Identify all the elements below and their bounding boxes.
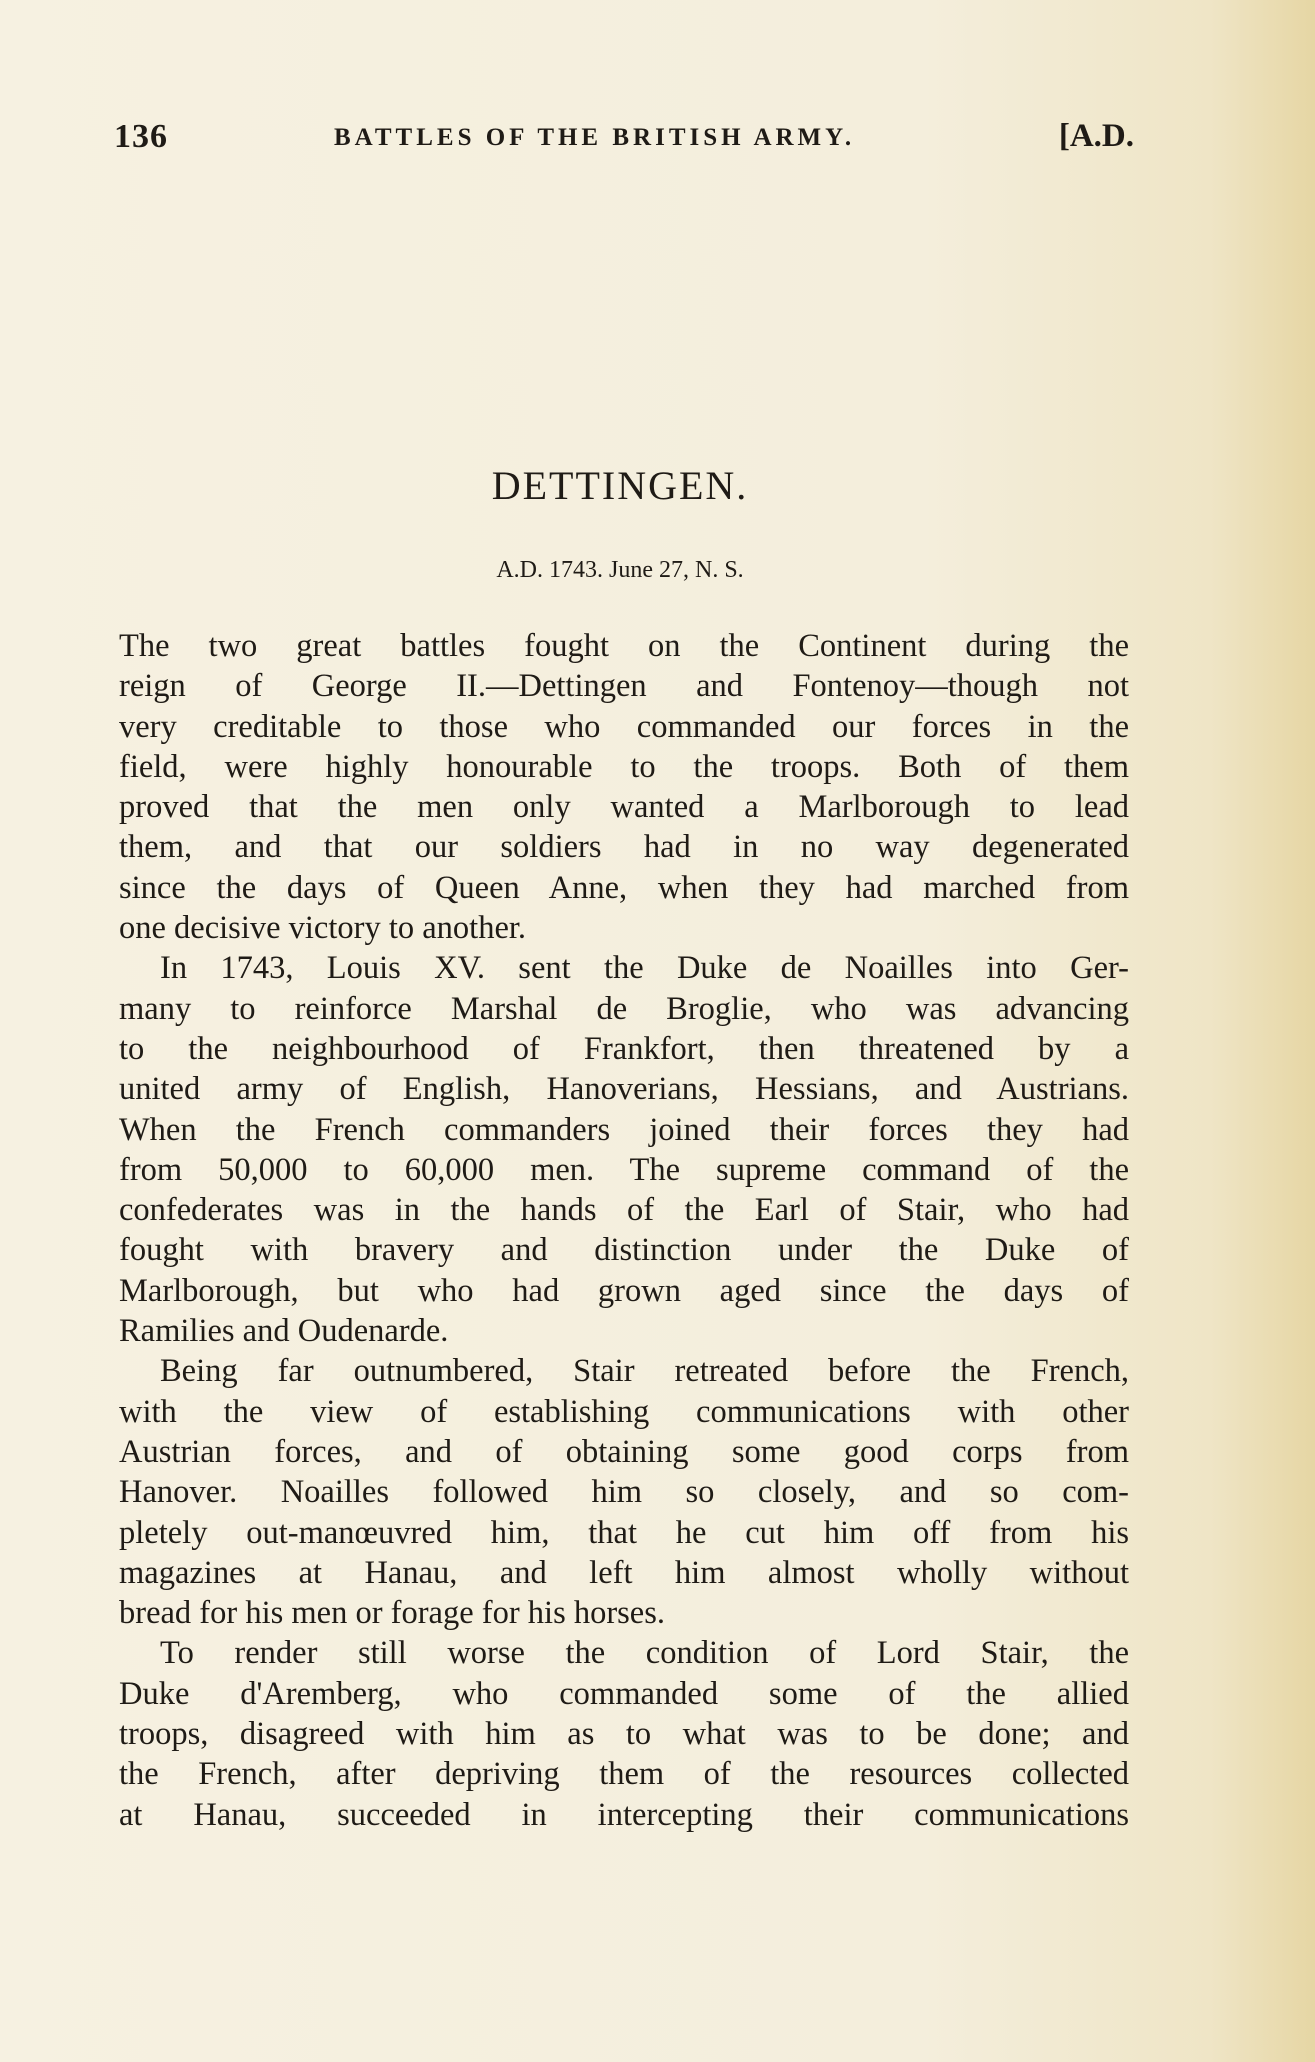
text-line: at Hanau, succeeded in intercepting their communications: [119, 1796, 1129, 1833]
body-text: [119, 626, 1129, 1835]
text-line: united army of English, Hanoverians, Hessians, and Austrians.: [119, 1071, 1129, 1108]
text-line: proved that the men only wanted a Marlborough to lead: [119, 789, 1129, 826]
text-line: confederates was in the hands of the Earl of Stair, who had: [119, 1192, 1129, 1229]
text-line: fought with bravery and distinction under the Duke of: [119, 1232, 1129, 1269]
text-line: from 50,000 to 60,000 men. The supreme command of the: [119, 1151, 1129, 1188]
text-line: very creditable to those who commanded our forces in the: [119, 708, 1129, 745]
text-line: reign of George II.—Dettingen and Fontenoy—though not: [119, 668, 1129, 705]
text-line: troops, disagreed with him as to what was to be done; and: [119, 1716, 1129, 1753]
text-line: To render still worse the condition of Lord Stair, the: [160, 1635, 1129, 1672]
text-line: Duke d'Aremberg, who commanded some of the allied: [119, 1675, 1129, 1712]
text-line: bread for his men or forage for his horses.: [119, 1595, 666, 1632]
text-line: one decisive victory to another.: [119, 910, 527, 947]
text-line: Being far outnumbered, Stair retreated before the French,: [160, 1353, 1129, 1390]
text-line: In 1743, Louis XV. sent the Duke de Noailles into Ger-: [160, 950, 1129, 987]
running-title: BATTLES OF THE BRITISH ARMY.: [334, 124, 856, 151]
text-line: Austrian forces, and of obtaining some good corps from: [119, 1433, 1129, 1470]
chapter-title: DETTINGEN.: [491, 463, 749, 508]
text-line: since the days of Queen Anne, when they had marched from: [119, 869, 1129, 906]
chapter-date-line: A.D. 1743. June 27, N. S.: [496, 557, 744, 583]
text-line: to the neighbourhood of Frankfort, then threatened by a: [119, 1030, 1129, 1067]
page-number: 136: [114, 118, 168, 155]
running-header: [114, 118, 1134, 158]
text-line: field, were highly honourable to the troops. Both of them: [119, 748, 1129, 785]
text-line: When the French commanders joined their forces they had: [119, 1111, 1129, 1148]
text-line: many to reinforce Marshal de Broglie, who was advancing: [119, 990, 1129, 1027]
text-line: the French, after depriving them of the resources collected: [119, 1756, 1129, 1793]
era-mark: [A.D.: [1058, 118, 1134, 154]
text-line: Marlborough, but who had grown aged since the days of: [119, 1272, 1129, 1309]
text-line: with the view of establishing communications with other: [119, 1393, 1129, 1430]
text-line: The two great battles fought on the Continent during the: [119, 628, 1129, 664]
text-line: Hanover. Noailles followed him so closely, and so com-: [119, 1474, 1129, 1511]
text-line: pletely out-manœuvred him, that he cut him off from his: [119, 1514, 1129, 1551]
text-line: magazines at Hanau, and left him almost wholly without: [119, 1554, 1129, 1591]
text-line: Ramilies and Oudenarde.: [119, 1313, 449, 1350]
text-line: them, and that our soldiers had in no way degenerated: [119, 829, 1129, 866]
